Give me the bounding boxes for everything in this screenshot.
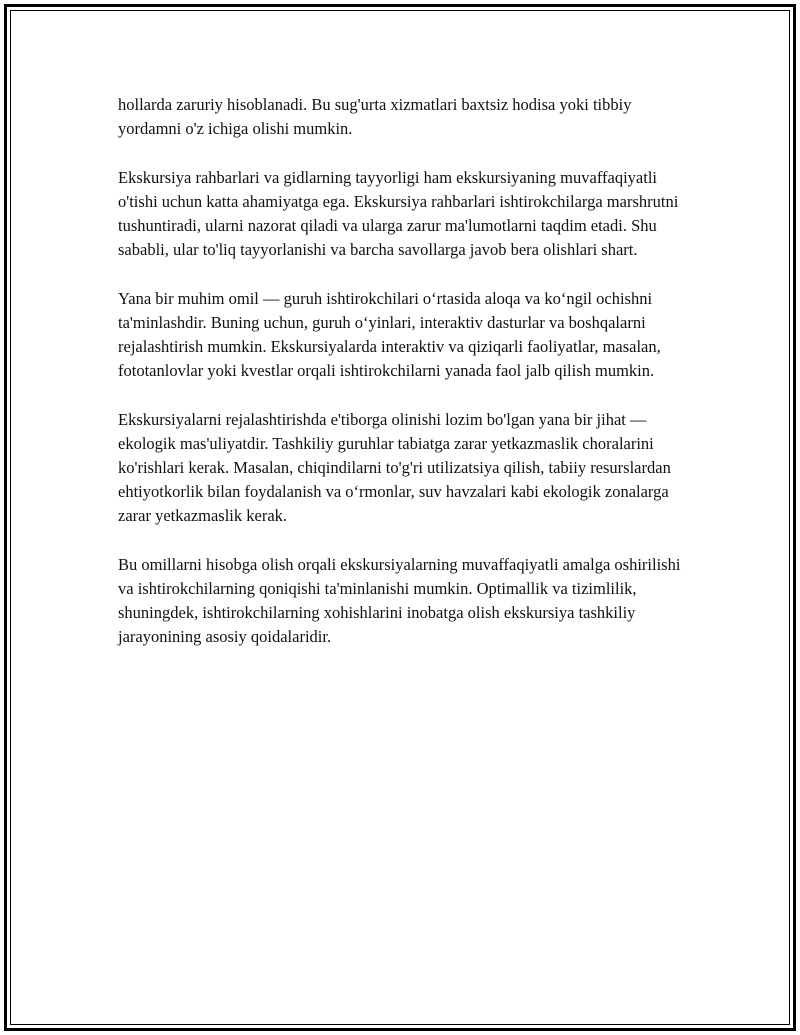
paragraph-conclusion: Bu omillarni hisobga olish orqali ekskursiyalarning muvaffaqiyatli amalga oshirilishi va ishtirokchilarning qoniqishi ta'minlanishi mumkin. Optimallik va tizimlilik, shuningdek, ishtirokchilarning xohishlarini inobatga olish ekskursiya tashkiliy jarayonining asosiy qoidalaridir. xyxy=(118,554,681,647)
paragraph-insurance: hollarda zaruriy hisoblanadi. Bu sug'urta xizmatlari baxtsiz hodisa yoki tibbiy yordamni o'z ichiga olishi mumkin. xyxy=(118,95,632,139)
document-page xyxy=(4,4,796,1031)
document-body xyxy=(118,93,698,674)
paragraph-ecology: Ekskursiyalarni rejalashtirishda e'tiborga olinishi lozim bo'lgan yana bir jihat — ekologik mas'uliyatdir. Tashkiliy guruhlar tabiatga zarar yetkazmaslik choralarini ko'rishlari kerak. Masalan, chiqindilarni to'g'ri utilizatsiya qilish, tabiiy resurslardan ehtiyotkorlik bilan foydalanish va o‘rmonlar, suv havzalari kabi ekologik zonalarga zarar yetkazmaslik kerak. xyxy=(118,409,671,526)
paragraph-communication: Yana bir muhim omil — guruh ishtirokchilari o‘rtasida aloqa va ko‘ngil ochishni ta'minlashdir. Buning uchun, guruh o‘yinlari, interaktiv dasturlar va boshqalarni rejalashtirish mumkin. Ekskursiyalarda interaktiv va qiziqarli faoliyatlar, masalan, fototanlovlar yoki kvestlar orqali ishtirokchilarni yanada faol jalb qilish mumkin. xyxy=(118,288,661,381)
paragraph-guides: Ekskursiya rahbarlari va gidlarning tayyorligi ham ekskursiyaning muvaffaqiyatli o'tishi uchun katta ahamiyatga ega. Ekskursiya rahbarlari ishtirokchilarga marshrutni tushuntiradi, ularni nazorat qiladi va ularga zarur ma'lumotlarni taqdim etadi. Shu sababli, ular to'liq tayyorlanishi va barcha savollarga javob bera olishlari shart. xyxy=(118,167,679,260)
